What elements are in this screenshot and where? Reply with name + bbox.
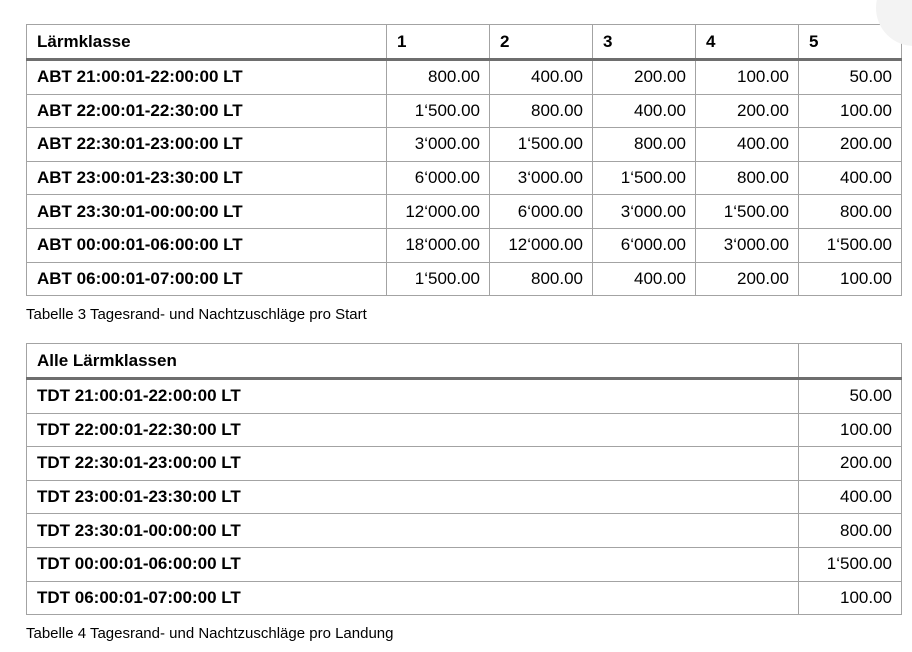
table-row [27, 94, 902, 128]
header-class-5: 5 [799, 25, 902, 60]
cell-value: 800.00 [799, 195, 902, 229]
cell-value: 400.00 [799, 480, 902, 514]
table-row [27, 480, 902, 514]
cell-value: 6‘000.00 [490, 195, 593, 229]
cell-value: 800.00 [490, 94, 593, 128]
table-row [27, 447, 902, 481]
header-all-noise-classes: Alle Lärmklassen [27, 344, 799, 379]
table-row [27, 581, 902, 615]
cell-value: 100.00 [799, 94, 902, 128]
cell-value: 50.00 [799, 379, 902, 414]
row-label: TDT 22:30:01-23:00:00 LT [27, 447, 799, 481]
cell-value: 800.00 [799, 514, 902, 548]
cell-value: 200.00 [799, 447, 902, 481]
table-row [27, 514, 902, 548]
row-label: TDT 00:00:01-06:00:00 LT [27, 547, 799, 581]
cell-value: 1‘500.00 [387, 94, 490, 128]
cell-value: 12‘000.00 [490, 228, 593, 262]
row-label: ABT 23:00:01-23:30:00 LT [27, 161, 387, 195]
table-row [27, 547, 902, 581]
row-label: TDT 06:00:01-07:00:00 LT [27, 581, 799, 615]
cell-value: 200.00 [696, 94, 799, 128]
cell-value: 3‘000.00 [387, 128, 490, 162]
table-row [27, 195, 902, 229]
cell-value: 1‘500.00 [490, 128, 593, 162]
table-row [27, 128, 902, 162]
cell-value: 400.00 [799, 161, 902, 195]
cell-value: 1‘500.00 [799, 547, 902, 581]
row-label: ABT 06:00:01-07:00:00 LT [27, 262, 387, 296]
cell-value: 6‘000.00 [593, 228, 696, 262]
header-class-1: 1 [387, 25, 490, 60]
cell-value: 100.00 [799, 413, 902, 447]
row-label: ABT 22:30:01-23:00:00 LT [27, 128, 387, 162]
cell-value: 800.00 [490, 262, 593, 296]
cell-value: 400.00 [593, 94, 696, 128]
header-noise-class: Lärmklasse [27, 25, 387, 60]
table-3-caption: Tabelle 3 Tagesrand- und Nachtzuschläge pro Start [26, 306, 367, 323]
table-landing-surcharges [26, 343, 902, 615]
row-label: TDT 23:00:01-23:30:00 LT [27, 480, 799, 514]
table-row [27, 413, 902, 447]
table-header-row [27, 344, 902, 379]
table-row [27, 379, 902, 414]
table-row [27, 60, 902, 95]
cell-value: 1‘500.00 [696, 195, 799, 229]
row-label: TDT 22:00:01-22:30:00 LT [27, 413, 799, 447]
table-departure-surcharges [26, 24, 902, 296]
table-4-caption: Tabelle 4 Tagesrand- und Nachtzuschläge pro Landung [26, 625, 394, 642]
cell-value: 200.00 [696, 262, 799, 296]
cell-value: 1‘500.00 [799, 228, 902, 262]
cell-value: 800.00 [387, 60, 490, 95]
cell-value: 12‘000.00 [387, 195, 490, 229]
cell-value: 800.00 [696, 161, 799, 195]
cell-value: 100.00 [799, 262, 902, 296]
table-row [27, 262, 902, 296]
cell-value: 100.00 [696, 60, 799, 95]
cell-value: 3‘000.00 [490, 161, 593, 195]
row-label: TDT 21:00:01-22:00:00 LT [27, 379, 799, 414]
cell-value: 200.00 [593, 60, 696, 95]
cell-value: 18‘000.00 [387, 228, 490, 262]
header-empty [799, 344, 902, 379]
cell-value: 400.00 [593, 262, 696, 296]
header-class-2: 2 [490, 25, 593, 60]
cell-value: 3‘000.00 [696, 228, 799, 262]
row-label: ABT 21:00:01-22:00:00 LT [27, 60, 387, 95]
header-class-3: 3 [593, 25, 696, 60]
cell-value: 400.00 [696, 128, 799, 162]
cell-value: 100.00 [799, 581, 902, 615]
row-label: ABT 00:00:01-06:00:00 LT [27, 228, 387, 262]
header-class-4: 4 [696, 25, 799, 60]
cell-value: 50.00 [799, 60, 902, 95]
row-label: TDT 23:30:01-00:00:00 LT [27, 514, 799, 548]
table-header-row [27, 25, 902, 60]
table-row [27, 228, 902, 262]
cell-value: 800.00 [593, 128, 696, 162]
cell-value: 1‘500.00 [593, 161, 696, 195]
cell-value: 400.00 [490, 60, 593, 95]
cell-value: 200.00 [799, 128, 902, 162]
cell-value: 6‘000.00 [387, 161, 490, 195]
row-label: ABT 23:30:01-00:00:00 LT [27, 195, 387, 229]
cell-value: 3‘000.00 [593, 195, 696, 229]
table-row [27, 161, 902, 195]
row-label: ABT 22:00:01-22:30:00 LT [27, 94, 387, 128]
cell-value: 1‘500.00 [387, 262, 490, 296]
